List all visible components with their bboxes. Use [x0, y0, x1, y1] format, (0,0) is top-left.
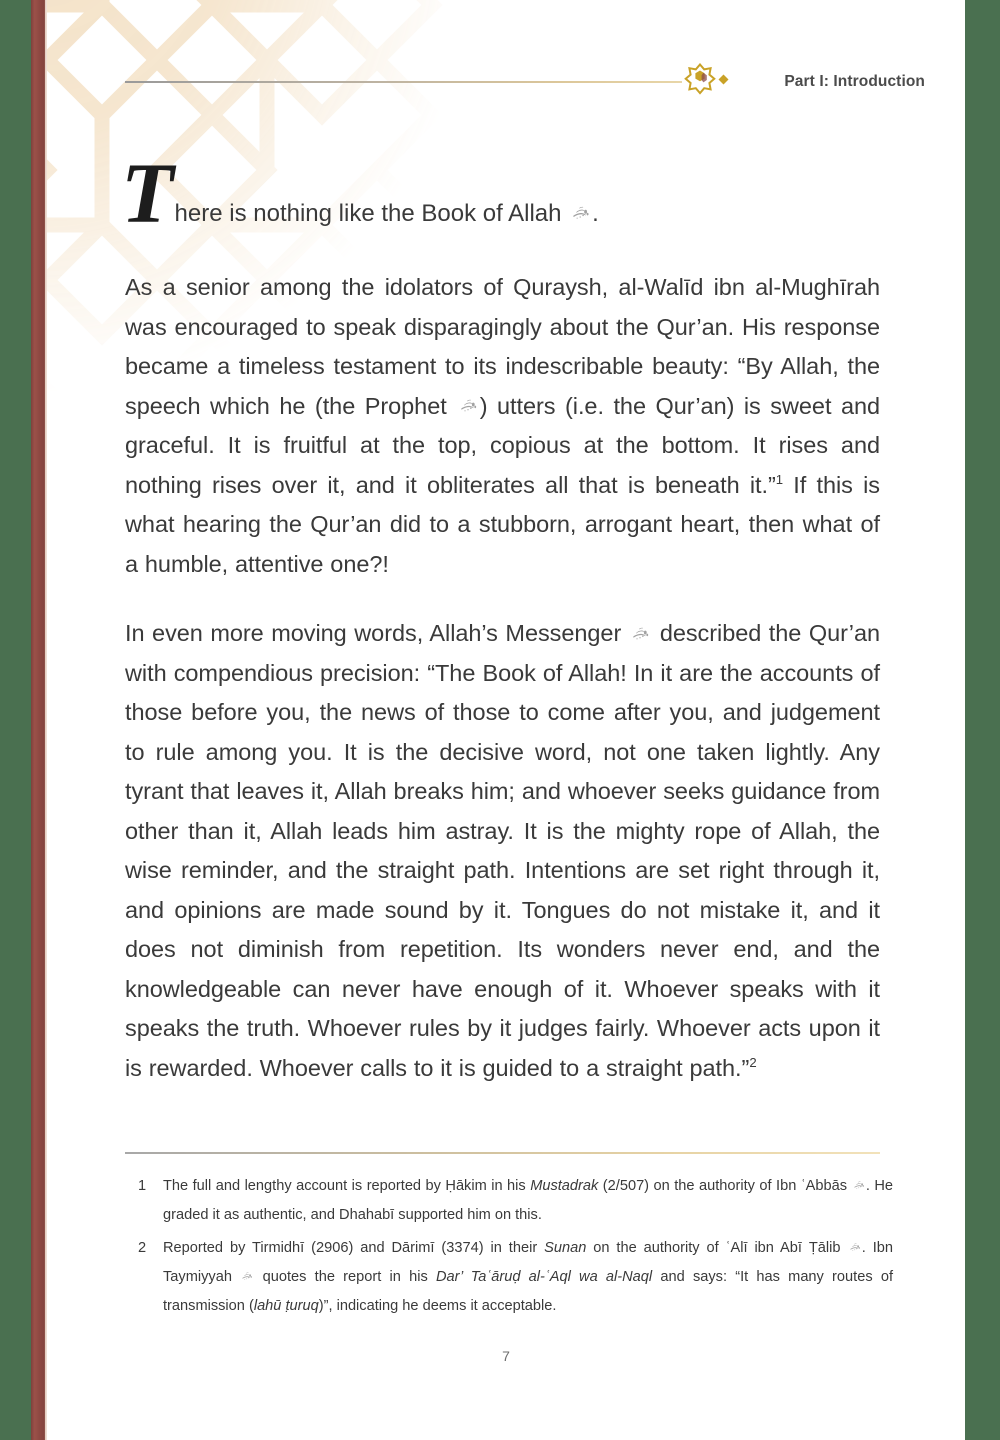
opening-paragraph	[121, 145, 880, 241]
radiyallahu-anhu-icon	[853, 1179, 865, 1191]
sallallahu-alayhi-wa-sallam-icon	[459, 396, 478, 415]
footnote-reference[interactable]: 1	[775, 471, 784, 487]
running-header	[125, 60, 925, 104]
footnote-item	[125, 1234, 893, 1321]
footnote-separator-rule	[125, 1152, 880, 1154]
footnote-text: Reported by Tirmidhī (2906) and Dārimī (3374) in their Sunan on the authority of ʿAlī ibn Abī Ṭālib . Ibn Taymiyyah quotes the report in his Dar’ Taʿāruḍ al-ʿAql wa al-Naql and says: “It has many routes of transmission (lahū ṭuruq)”, indicating he deems it acceptable.	[163, 1240, 894, 1314]
header-divider-rule	[125, 81, 682, 83]
header-title: Part I: Introduction	[784, 73, 925, 90]
eight-pointed-star-icon	[683, 63, 717, 102]
italic-title: Mustadrak	[530, 1178, 599, 1194]
sallallahu-alayhi-wa-sallam-icon	[631, 624, 650, 643]
page-number: 7	[502, 1348, 510, 1364]
body-paragraph-2: In even more moving words, Allah’s Messenger described the Qur’an with compendious precision: “The Book of Allah! In it are the accounts of those before you, the news of those to come after you, and judgement to rule among you. It is the decisive word, not one taken lightly. Any tyrant that leaves it, Allah breaks him; and whoever seeks guidance from other than it, Allah leads him astray. It is the mighty rope of Allah, the wise reminder, and the straight path. Intentions are set right through it, and opinions are made sound by it. Tongues do not mistake it, and it does not diminish from repetition. Its wonders never end, and the knowledgeable can never have enough of it. Whoever speaks with it speaks the truth. Whoever rules by it judges fairly. Whoever acts upon it is rewarded. Whoever calls to it is guided to a straight path.”$^2$	[125, 620, 880, 1081]
radiyallahu-anhu-icon	[849, 1241, 861, 1253]
italic-title: Dar’ Taʿāruḍ al-ʿAql wa al-Naql	[435, 1269, 653, 1285]
footnote-reference[interactable]: 2	[749, 1054, 757, 1070]
footnote-list	[125, 1172, 893, 1325]
body-paragraph-1: As a senior among the idolators of Quraysh, al-Walīd ibn al-Mughīrah was encouraged to speak disparagingly about the Qur’an. His response became a timeless testament to its indescribable beauty: “By Allah, the speech which he (the Prophet ) utters (i.e. the Qur’an) is sweet and graceful. It is fruitful at the top, copious at the bottom. It rises and nothing rises over it, and it obliterates all that is beneath it.”$^1$ If this is what hearing the Qur’an did to a stubborn, arrogant heart, then what of a humble, attentive one?!	[125, 274, 881, 577]
rahimahullah-icon	[241, 1270, 253, 1282]
header-ornament	[683, 63, 730, 102]
italic-title: lahū ṭuruq	[253, 1298, 319, 1314]
page-content	[121, 145, 881, 1088]
footnote-number: 1	[138, 1178, 147, 1194]
diamond-icon	[717, 73, 730, 91]
opening-sentence: here is nothing like the Book of Allah .	[174, 200, 599, 227]
book-page	[47, 0, 965, 1440]
drop-cap: T	[121, 145, 174, 241]
footnote-item	[125, 1172, 893, 1230]
footnote-text: The full and lengthy account is reported by Ḥākim in his Mustadrak (2/507) on the authority of Ibn ʿAbbās . He graded it as authentic, and Dhahabī supported him on this.	[163, 1178, 893, 1223]
jalla-jalaluhu-icon	[571, 203, 590, 222]
footnote-number: 2	[138, 1240, 147, 1256]
italic-title: Sunan	[544, 1240, 587, 1256]
